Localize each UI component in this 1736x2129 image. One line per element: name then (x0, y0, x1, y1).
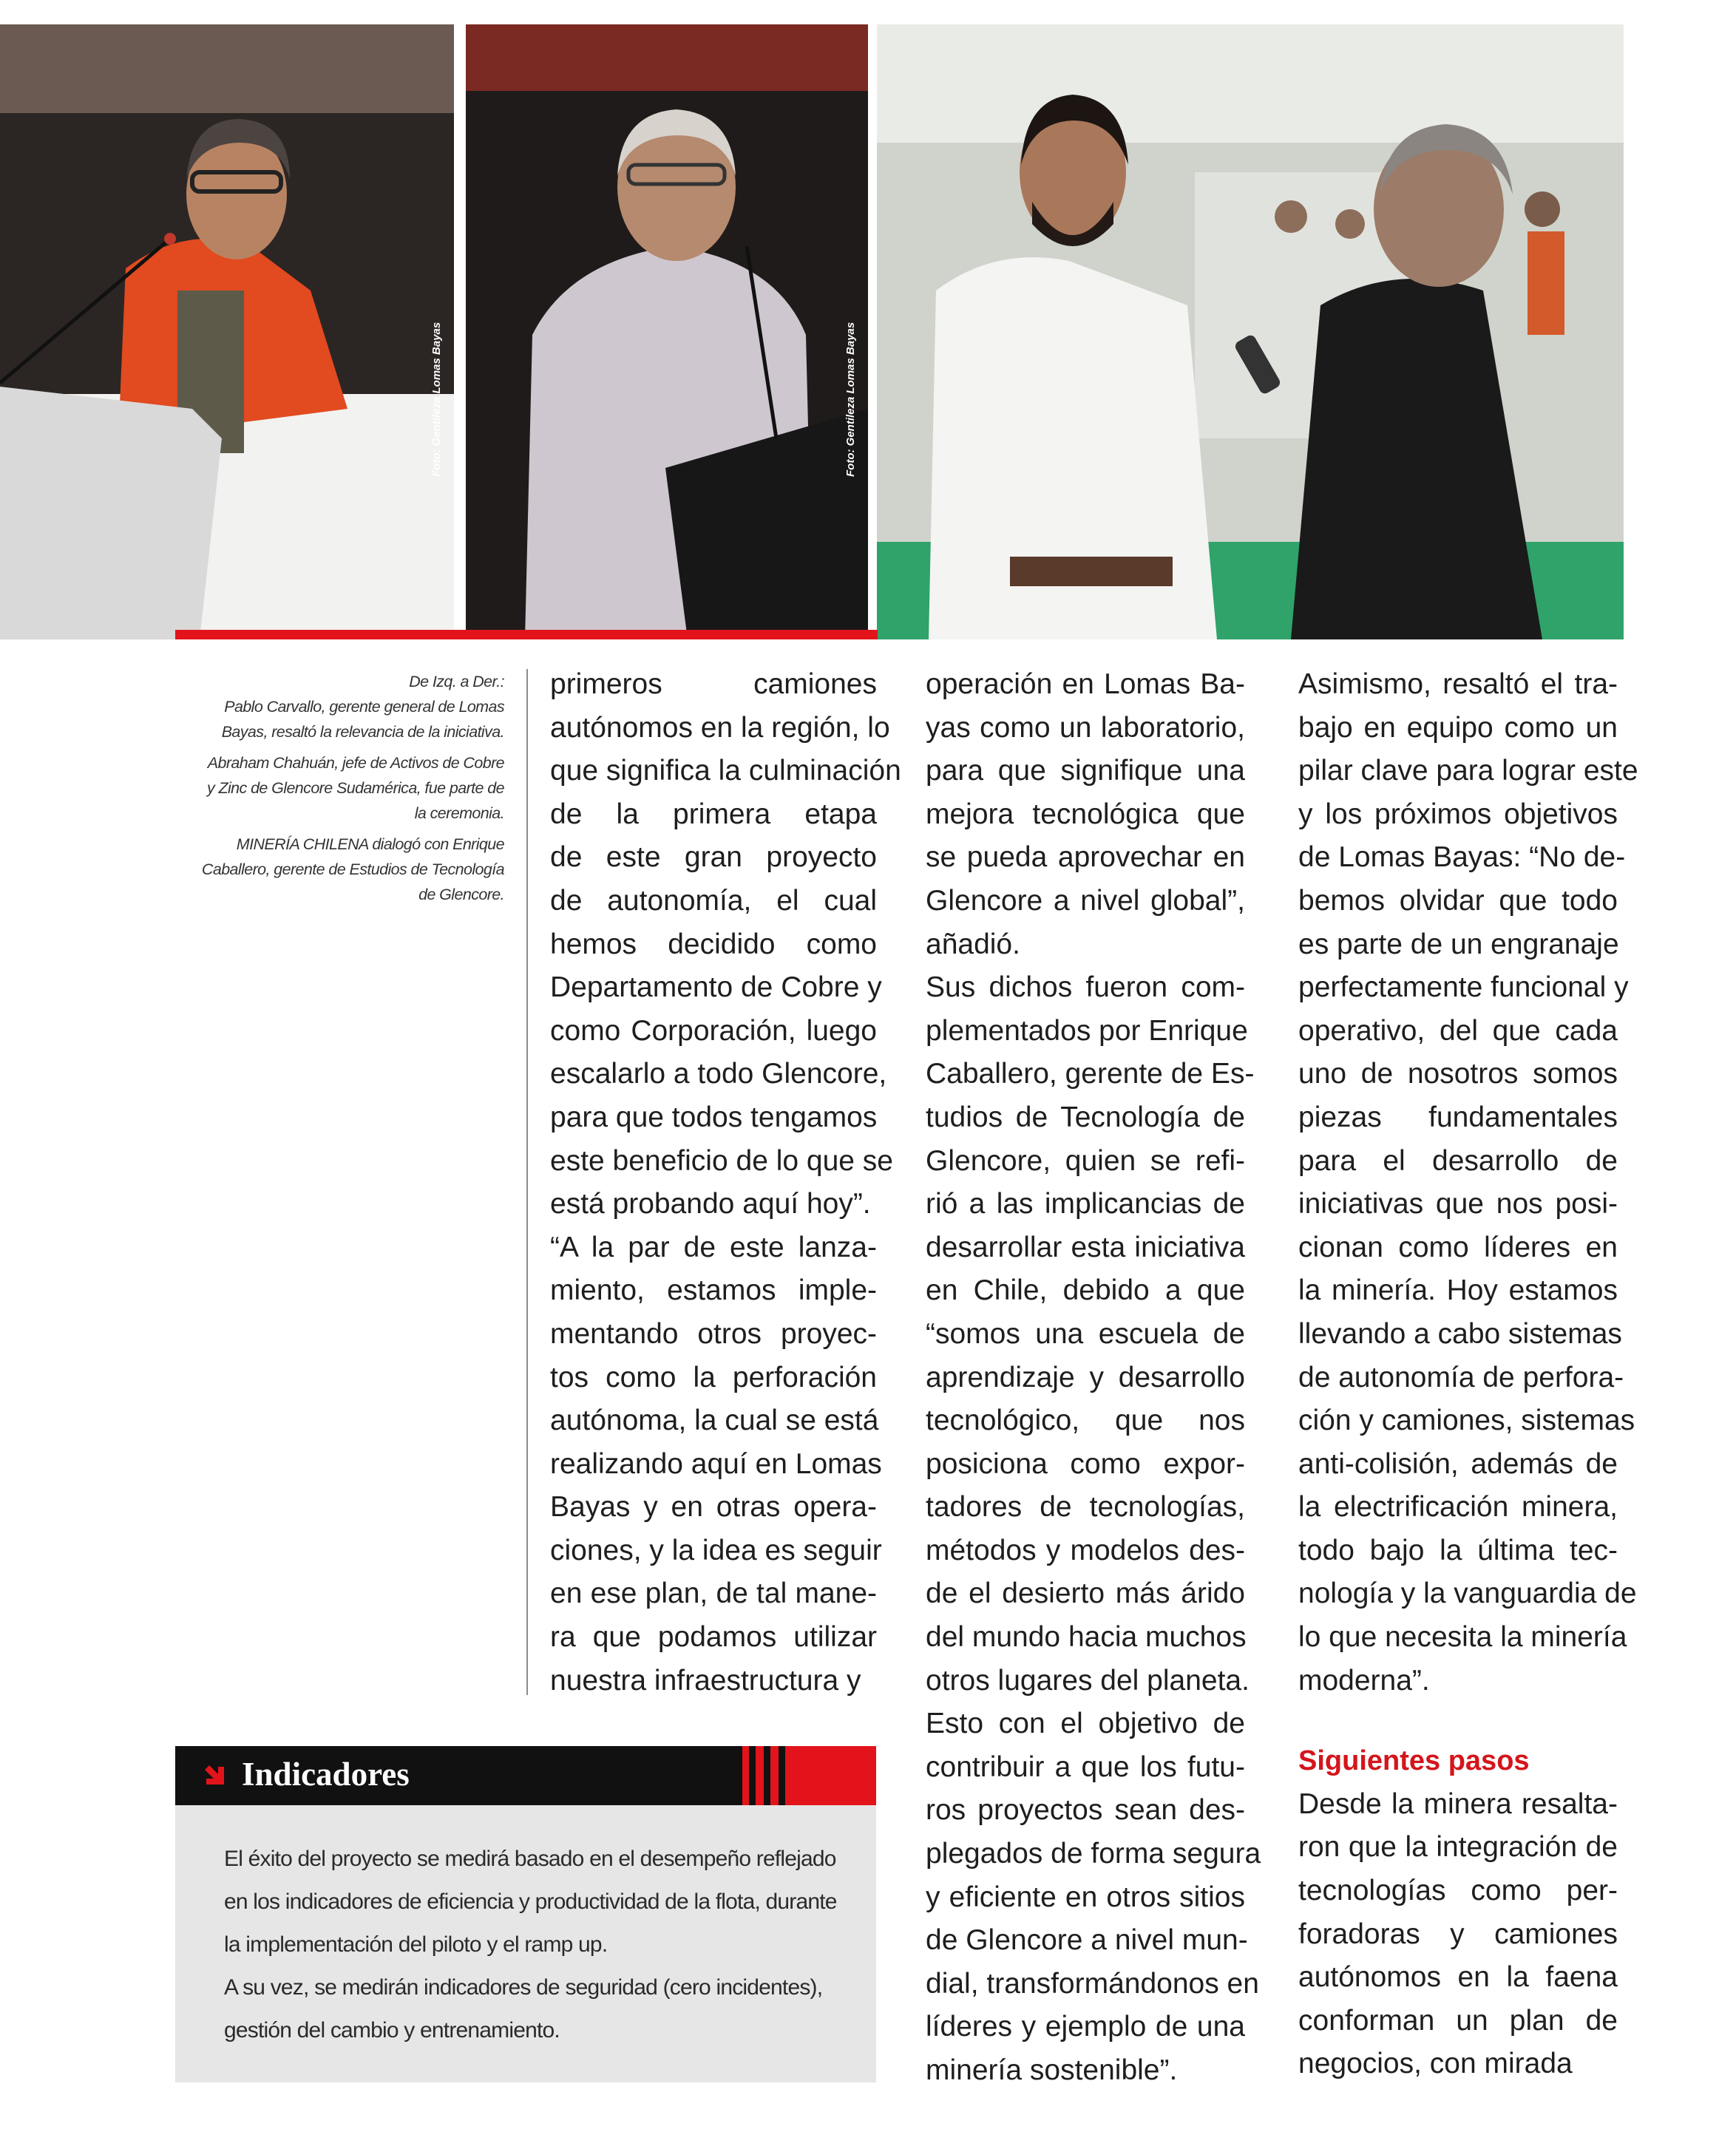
text-line: ron que la integración de (1298, 1831, 1618, 1864)
text-column-3-part-a (1298, 663, 1638, 1702)
text-line: Sus dichos fueron com- (926, 971, 1245, 1004)
text-line: moderna”. (1298, 1664, 1430, 1697)
text-line: El éxito del proyecto se medirá basado en el desempeño reflejado (224, 1847, 836, 1871)
text-line: y eficiente en otros sitios (926, 1881, 1245, 1913)
text-line: plementados por Enrique (926, 1014, 1248, 1047)
photo-red-underline (175, 630, 878, 639)
text-line: operación en Lomas Ba- (926, 668, 1245, 700)
text-line: minería sostenible”. (926, 2054, 1178, 2086)
text-line: de Lomas Bayas: “No de- (1298, 841, 1626, 874)
text-line: en ese plan, de tal mane- (550, 1578, 877, 1610)
text-column-3 (1298, 663, 1638, 2086)
text-line: en los indicadores de eficiencia y productividad de la flota, durante (224, 1889, 837, 1914)
photo-pablo-carvallo (0, 24, 454, 639)
text-line: operativo, del que cada (1298, 1014, 1618, 1047)
text-line: realizando aquí en Lomas (550, 1447, 882, 1480)
text-line: líderes y ejemplo de una (926, 2011, 1245, 2043)
text-line: añadió. (926, 928, 1020, 960)
text-line: mentando otros proyec- (550, 1317, 877, 1350)
text-line: dial, transformándonos en (926, 1967, 1259, 2000)
photo-enrique-caballero (877, 24, 1624, 639)
text-line: la implementación del piloto y el ramp up. (224, 1932, 608, 1957)
text-line: escalarlo a todo Glencore, (550, 1058, 887, 1090)
text-line: autónomos en la región, lo (550, 711, 890, 744)
text-line: posiciona como expor- (926, 1447, 1245, 1480)
text-line: lo que necesita la minería (1298, 1621, 1627, 1654)
text-line: “A la par de este lanza- (550, 1231, 877, 1263)
text-line: para que todos tengamos (550, 1101, 878, 1133)
column-divider (526, 669, 528, 1695)
text-line: mejora tecnológica que (926, 798, 1245, 830)
text-line: ciones, y la idea es seguir (550, 1534, 882, 1566)
subheading-siguientes-pasos: Siguientes pasos (1298, 1745, 1530, 1777)
text-line: perfectamente funcional y (1298, 971, 1629, 1004)
text-line: nología y la vanguardia de (1298, 1578, 1637, 1610)
text-line: de la primera etapa (550, 798, 877, 830)
text-line: anti-colisión, además de (1298, 1447, 1618, 1480)
text-line: métodos y modelos des- (926, 1534, 1245, 1566)
photo-caption (177, 669, 504, 913)
text-line: Bayas y en otras opera- (550, 1491, 877, 1524)
text-line: tudios de Tecnología de (926, 1101, 1245, 1133)
text-line: ción y camiones, sistemas (1298, 1405, 1635, 1437)
text-line: autónomos en la faena (1298, 1961, 1618, 1994)
text-line: gestión del cambio y entrenamiento. (224, 2018, 560, 2043)
text-line: la minería. Hoy estamos (1298, 1274, 1618, 1307)
text-line: de autonomía de perfora- (1298, 1361, 1624, 1393)
text-line: A su vez, se medirán indicadores de seguridad (cero incidentes), (224, 1975, 823, 2000)
text-line: para que signifique una (926, 755, 1245, 787)
text-line: tecnológico, que nos (926, 1405, 1245, 1437)
text-column-2 (926, 663, 1261, 2093)
text-line: pilar clave para lograr este (1298, 755, 1638, 787)
text-line: piezas fundamentales (1298, 1101, 1618, 1133)
text-line: iniciativas que nos posi- (1298, 1188, 1618, 1220)
text-line: hemos decidido como (550, 928, 877, 960)
text-column-3-part-b (1298, 1783, 1618, 2086)
indicadores-title: Indicadores (242, 1756, 410, 1793)
text-line: desarrollar esta iniciativa (926, 1231, 1245, 1263)
text-line: Desde la minera resalta- (1298, 1787, 1618, 1820)
text-line: autónoma, la cual se está (550, 1405, 879, 1437)
text-line: miento, estamos imple- (550, 1274, 877, 1307)
text-line: llevando a cabo sistemas (1298, 1317, 1622, 1350)
text-line: aprendizaje y desarrollo (926, 1361, 1245, 1393)
text-line: plegados de forma segura (926, 1838, 1261, 1870)
text-line: rió a las implicancias de (926, 1188, 1245, 1220)
caption-paragraph: Abraham Chahuán, jefe de Activos de Cobre y Zinc de Glencore Sudamérica, fue parte de la ceremonia. (206, 754, 504, 822)
text-line: otros lugares del planeta. (926, 1664, 1250, 1697)
indicadores-body (175, 1805, 876, 2082)
text-line: bajo en equipo como un (1298, 711, 1618, 744)
text-line: tadores de tecnologías, (926, 1491, 1245, 1524)
text-line: de este gran proyecto (550, 841, 877, 874)
text-line: está probando aquí hoy”. (550, 1188, 871, 1220)
text-line: todo bajo la última tec- (1298, 1534, 1618, 1566)
photo-credit: Foto: Gentileza Lomas Bayas (844, 322, 857, 477)
text-line: Esto con el objetivo de (926, 1708, 1245, 1740)
photo-credit: Foto: Gentileza Lomas Bayas (430, 322, 443, 477)
text-line: se pueda aprovechar en (926, 841, 1245, 874)
text-line: para el desarrollo de (1298, 1144, 1618, 1177)
text-line: como Corporación, luego (550, 1014, 877, 1047)
text-line: Glencore a nivel global”, (926, 884, 1245, 917)
caption-paragraph: De Izq. a Der.: Pablo Carvallo, gerente general de Lomas Bayas, resaltó la relevancia de la iniciativa. (221, 673, 504, 741)
text-line: nuestra infraestructura y (550, 1664, 861, 1697)
text-line: del mundo hacia muchos (926, 1621, 1247, 1654)
text-line: en Chile, debido a que (926, 1274, 1245, 1307)
text-line: contribuir a que los futu- (926, 1751, 1245, 1783)
caption-paragraph: MINERÍA CHILENA dialogó con Enrique Caballero, gerente de Estudios de Tecnología de Glencore. (201, 835, 504, 903)
photo-abraham-chahuan (466, 24, 868, 639)
text-line: tecnologías como per- (1298, 1875, 1618, 1907)
text-line: primeros camiones (550, 668, 877, 700)
header-accent (736, 1746, 876, 1805)
text-line: foradoras y camiones (1298, 1918, 1618, 1950)
text-line: yas como un laboratorio, (926, 711, 1245, 744)
text-line: negocios, con mirada (1298, 2048, 1573, 2080)
text-line: de Glencore a nivel mun- (926, 1924, 1248, 1957)
arrow-down-right-icon (202, 1762, 227, 1787)
text-line: bemos olvidar que todo (1298, 884, 1618, 917)
text-line: Asimismo, resaltó el tra- (1298, 668, 1618, 700)
text-line: Caballero, gerente de Es- (926, 1058, 1255, 1090)
text-line: de el desierto más árido (926, 1578, 1245, 1610)
text-line: “somos una escuela de (926, 1317, 1245, 1350)
text-line: ros proyectos sean des- (926, 1794, 1245, 1827)
text-line: Departamento de Cobre y (550, 971, 882, 1004)
text-line: conforman un plan de (1298, 2004, 1618, 2037)
text-line: y los próximos objetivos (1298, 798, 1618, 830)
text-line: ra que podamos utilizar (550, 1621, 877, 1654)
text-line: la electrificación minera, (1298, 1491, 1618, 1524)
text-line: uno de nosotros somos (1298, 1058, 1618, 1090)
text-line: este beneficio de lo que se (550, 1144, 894, 1177)
text-line: es parte de un engranaje (1298, 928, 1619, 960)
text-line: cionan como líderes en (1298, 1231, 1618, 1263)
text-line: Glencore, quien se refi- (926, 1144, 1245, 1177)
text-line: tos como la perforación (550, 1361, 877, 1393)
indicadores-header (175, 1746, 876, 1805)
text-line: de autonomía, el cual (550, 884, 877, 917)
text-column-1 (550, 663, 901, 1702)
text-line: que significa la culminación (550, 755, 901, 787)
